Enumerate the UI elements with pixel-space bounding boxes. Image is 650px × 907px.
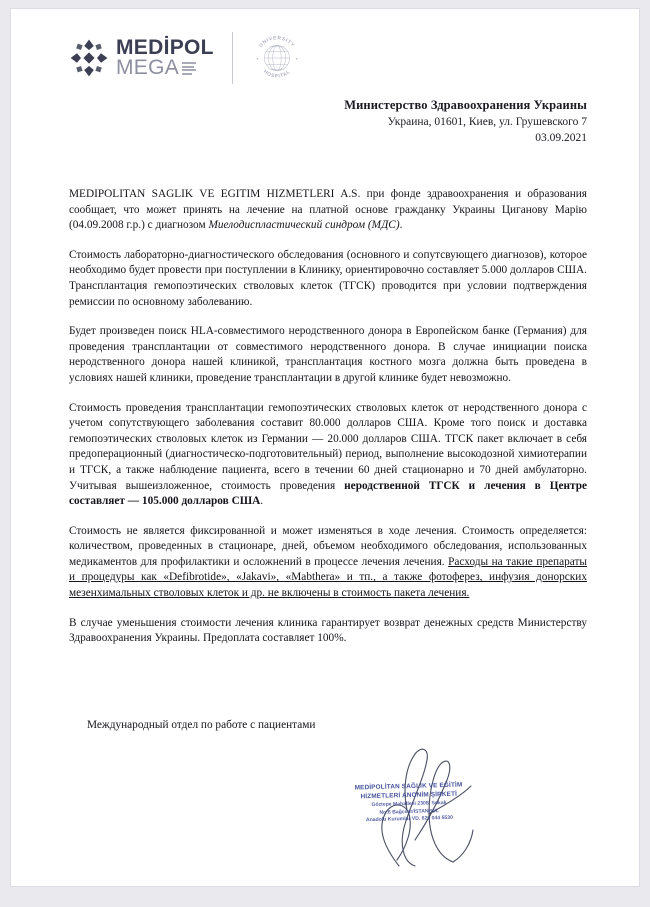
addressee-ministry: Министерство Здравоохранения Украины: [344, 98, 587, 112]
stamp-line-1: MEDİPOLİTAN SAĞLIK VE EĞİTİM: [354, 781, 463, 792]
diagnosis-text: Миелодиспластический синдром (МДС): [208, 219, 400, 232]
medipol-mega-logo: [69, 35, 214, 79]
document-page: [10, 8, 640, 887]
medipol-emblem-icon: [69, 38, 109, 78]
company-stamp: [328, 781, 489, 826]
paragraph-refund-terms: В случае уменьшения стоимости лечения клиника гарантирует возврат денежных средств Министерству Здравоохранения Украины. Предоплата составляет 100%.: [69, 616, 587, 645]
total-cost-highlight: неродственной ТГСК и лечения в Центре составляет — 105.000 долларов США: [69, 479, 588, 508]
signature-block: [311, 744, 541, 869]
stamp-line-3: Göztepe Mahallesi 2308. Sokak: [371, 800, 447, 809]
paragraph-donor-search: Будет произведен поиск HLA-совместимого неродственного донора в Европейском банке (Германия) для проведения трансплантации от совместимого неродственного донора. В случае инициации поиска неродственного донора нашей клиникой, трансплантация костного мозга должна быть проведена в условиях нашей клиники, проведение трансплантации в другой клинике будет невозможно.: [69, 325, 587, 384]
transplant-cost-text: Стоимость проведения трансплантации гемопоэтических стволовых клеток от неродственного донора с учетом сопутствующего заболевания составит 80.000 долларов США. Кроме того поиск и доставка гемопоэтических стволовых клеток из Германии — 20.000 долларов США. ТГСК пакет включает в себя предоперационный (диагностическо-подготовительный) период, выполнение высокодозной химиотерапии и ТГСК, а также наблюдение пациента, всего в течении 60 дней стационарно и 70 дней амбулаторно. Учитывая вышеизложенное, стоимость проведения: [69, 401, 587, 492]
university-seal-bottom-text: HOSPITAL: [261, 69, 292, 80]
logo-bars-icon: [182, 62, 196, 76]
paragraph-intro: [69, 187, 587, 234]
paragraph-intro-end: .: [399, 219, 403, 232]
logo-mega-text: MEGA: [116, 56, 180, 79]
stamp-line-5: Anadolu Kurumlar VD. 620 044 5530: [365, 814, 453, 824]
cost-variability-text: Стоимость не является фиксированной и может изменяться в ходе лечения. Стоимость определяется: количеством, проведенных в стационаре, дней, объемом необходимого обследования, использованных медикаментов для профилактики и осложнений в процессе лечения лечения.: [69, 524, 587, 568]
logo-medipol-text: MEDİPOL: [116, 35, 214, 59]
addressee-address: Украина, 01601, Киев, ул. Грушевского 7: [387, 115, 587, 128]
paragraph-transplant-cost: [69, 401, 587, 510]
letterhead-divider: [232, 32, 233, 84]
letterhead: [69, 27, 305, 89]
paragraph-diagnostic-cost: Стоимость лабораторно-диагностического обследования (основного и сопутсвующего диагнозов), которое необходимо будет провести при поступлении в Клинику, ориентировочно составляет 5.000 долларов США. Трансплантация гемопоэтических стволовых клеток (ТГСК) проводится при условии подтверждения ремиссии по основному заболеванию.: [69, 248, 587, 308]
paragraph-cost-variability: [69, 524, 587, 602]
company-name: MEDIPOLITAN SAGLIK VE EGITIM HIZMETLERI A.S.: [69, 188, 361, 200]
document-body: [69, 187, 587, 647]
stamp-line-2: HİZMETLERİ ANONİM ŞİRKETİ: [360, 790, 458, 800]
transplant-cost-end: .: [260, 495, 264, 508]
stamp-line-4: No:6 Bağcılar/İSTANBUL: [379, 807, 440, 816]
addressee-block: [344, 97, 587, 146]
university-seal-top-text: UNIVERSITY: [258, 36, 295, 49]
document-date: 03.09.2021: [535, 131, 587, 144]
excluded-drugs-note: Расходы на такие препараты и процедуры как «Defibrotide», «Jakavi», «Mabthera» и тп., а также фотоферез, инфузия донорских мезенхимальных стволовых клеток и др. не включены в стоимость пакета лечения.: [69, 555, 587, 600]
paragraph-intro-text: при фонде здравоохранения и образования сообщает, что может принять на лечение на платной основе гражданку Украины Циганову Марію (04.09.2008 г.р.) с диагнозом: [69, 188, 587, 232]
signing-department: Международный отдел по работе с пациентами: [87, 719, 316, 731]
university-hospital-seal-icon: [249, 30, 305, 86]
